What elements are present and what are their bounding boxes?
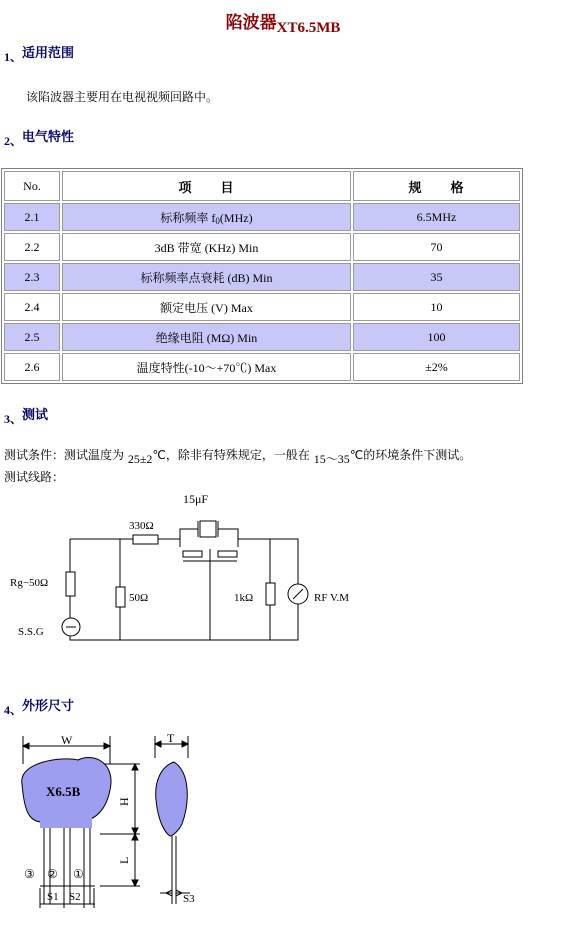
table-row — [4, 293, 520, 321]
section-heading-electrical — [4, 126, 75, 148]
item-prefix: 3dB — [154, 240, 178, 255]
cell-no: 2.1 — [4, 203, 60, 231]
resistor-rg — [66, 572, 75, 596]
table-row — [4, 203, 520, 231]
cell-item — [62, 263, 351, 291]
section-label: 外形尺寸 — [22, 699, 75, 714]
circuit-wire — [70, 529, 298, 640]
item-zh: 标称频率 — [160, 210, 209, 225]
resistor-1k — [266, 583, 275, 605]
header-no: No. — [4, 171, 60, 201]
cond-text: ℃，除非有特殊规定，一般在 — [152, 448, 314, 462]
label-cap: 15μF — [183, 492, 209, 506]
table-header-row — [4, 171, 520, 201]
cell-no: 2.6 — [4, 353, 60, 381]
section-number: 1、 — [4, 50, 23, 64]
title-model: XT6.5MB — [276, 20, 341, 36]
pin-2-label: ② — [47, 867, 58, 881]
cell-value: 6.5MHz — [353, 203, 520, 231]
table-row — [4, 233, 520, 261]
dim-s1: S1 — [47, 891, 59, 903]
resistor-330 — [133, 535, 158, 544]
item-zh: 额定电压 — [160, 300, 209, 315]
section-heading-dimensions — [4, 695, 75, 717]
section-number: 4、 — [4, 703, 23, 717]
label-r1k: 1kΩ — [234, 592, 254, 604]
item-subscript: 0 — [215, 215, 220, 226]
pin-1-label: ① — [73, 867, 84, 881]
label-rg: Rg−50Ω — [10, 577, 49, 589]
scope-text: 该陷波器主要用在电视视频回路中。 — [26, 90, 219, 104]
cell-value: 100 — [353, 323, 520, 351]
title-zh: 陷波器 — [225, 13, 277, 33]
cell-no: 2.3 — [4, 263, 60, 291]
table-row — [4, 323, 520, 351]
cell-no: 2.5 — [4, 323, 60, 351]
item-symbol: f — [208, 210, 216, 225]
resonator-body-side — [156, 762, 188, 836]
filter-plate-right — [218, 551, 237, 557]
cell-item — [62, 353, 351, 381]
item-unit: (MΩ) Min — [203, 330, 258, 345]
table-row — [4, 263, 520, 291]
cell-no: 2.2 — [4, 233, 60, 261]
item-unit: (KHz) Min — [201, 240, 259, 255]
filter-plate-left — [183, 551, 202, 557]
cell-no: 2.4 — [4, 293, 60, 321]
section-label: 测试 — [22, 408, 49, 423]
label-rfvm: RF V.M — [314, 592, 350, 604]
resistor-50 — [116, 587, 125, 607]
cell-value: 35 — [353, 263, 520, 291]
header-spec: 规 格 — [353, 171, 520, 201]
header-item: 项 目 — [62, 171, 351, 201]
item-unit: (dB) Min — [224, 270, 273, 285]
dim-w: W — [61, 733, 73, 747]
pin-3-label: ③ — [24, 867, 35, 881]
item-zh: 标称频率点衰耗 — [140, 270, 225, 285]
section-label: 电气特性 — [22, 130, 75, 145]
table-row — [4, 353, 520, 381]
section-heading-test — [4, 404, 49, 426]
dim-h: H — [117, 797, 131, 806]
item-zh: 绝缘电阻 — [155, 330, 204, 345]
dim-t: T — [167, 731, 175, 745]
cond-temp: 25±2 — [127, 452, 153, 466]
spec-table — [1, 168, 523, 384]
dim-l: L — [117, 856, 131, 864]
item-unit: (-10～+70℃) Max — [184, 360, 277, 375]
cond-range: 15～35 — [313, 452, 350, 466]
crystal-element — [200, 521, 216, 537]
label-r330: 330Ω — [129, 520, 154, 532]
section-number: 2、 — [4, 134, 23, 148]
page-title — [0, 8, 566, 36]
cond-text: 测试条件：测试温度为 — [4, 448, 128, 462]
circuit-label: 测试线路： — [4, 470, 65, 484]
test-conditions — [4, 446, 472, 466]
cell-value: 70 — [353, 233, 520, 261]
item-zh: 带宽 — [177, 240, 202, 255]
cond-text: ℃的环境条件下测试。 — [349, 448, 472, 462]
test-circuit-diagram — [0, 485, 350, 675]
resonator-neck — [40, 818, 92, 828]
cell-item — [62, 203, 351, 231]
cell-value: 10 — [353, 293, 520, 321]
item-unit: (V) Max — [208, 300, 253, 315]
dim-s3: S3 — [183, 893, 195, 905]
cell-item — [62, 323, 351, 351]
outline-drawing — [0, 728, 220, 925]
section-heading-scope — [4, 42, 75, 64]
label-ssg: S.S.G — [18, 626, 44, 638]
label-r50: 50Ω — [129, 592, 149, 604]
cell-value: ±2% — [353, 353, 520, 381]
section-label: 适用范围 — [22, 46, 75, 61]
item-zh: 温度特性 — [136, 360, 185, 375]
section-number: 3、 — [4, 412, 23, 426]
item-unit: (MHz) — [219, 210, 253, 225]
dim-s2: S2 — [69, 891, 81, 903]
cell-item — [62, 293, 351, 321]
cell-item — [62, 233, 351, 261]
body-label: X6.5B — [46, 784, 81, 799]
